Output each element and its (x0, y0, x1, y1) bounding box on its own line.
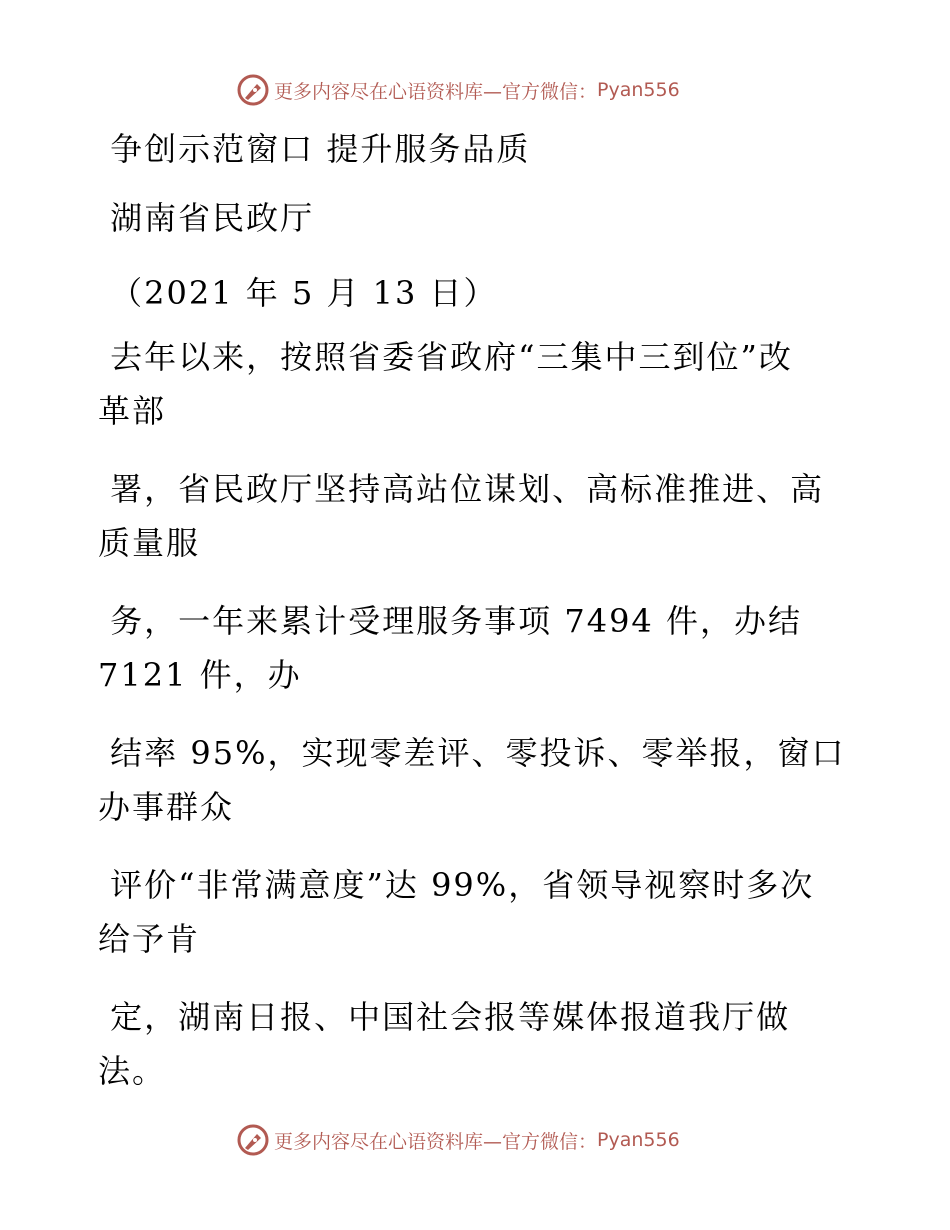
paragraph-line: 务，一年来累计受理服务事项 7494 件，办结 (98, 602, 802, 640)
watermark-site-text: 更多内容尽在心语资料库—官方微信： (274, 80, 598, 103)
document-body (98, 118, 846, 1098)
paragraph-line: 给予肯 (98, 920, 201, 958)
pen-nib-logo-icon (236, 73, 270, 107)
pen-nib-logo-icon (236, 1123, 270, 1157)
paragraph-line: 7121 件，办 (98, 656, 302, 694)
paragraph-line: 结率 95%，实现零差评、零投诉、零举报，窗口 (98, 734, 846, 772)
document-title: 争创示范窗口 提升服务品质 (98, 130, 531, 168)
paragraph-line: 办事群众 (98, 788, 235, 826)
document-date: （2021 年 5 月 13 日） (98, 274, 498, 312)
paragraph-line: 革部 (98, 392, 167, 430)
paragraph-line: 署，省民政厅坚持高站位谋划、高标准推进、高 (98, 470, 825, 508)
paragraph-line: 质量服 (98, 524, 201, 562)
paragraph-line: 去年以来，按照省委省政府“三集中三到位”改 (98, 338, 793, 376)
watermark-wechat-id: Pyan556 (597, 79, 680, 101)
paragraph-line: 定，湖南日报、中国社会报等媒体报道我厅做 (98, 998, 791, 1036)
paragraph-line: 评价“非常满意度”达 99%，省领导视察时多次 (98, 866, 815, 904)
watermark-site-text: 更多内容尽在心语资料库—官方微信： (274, 1130, 598, 1153)
paragraph-line: 法。 (98, 1052, 167, 1090)
watermark-banner-top (236, 72, 680, 108)
watermark-banner-bottom (236, 1122, 680, 1158)
watermark-wechat-id: Pyan556 (597, 1129, 680, 1151)
document-author: 湖南省民政厅 (98, 199, 315, 237)
